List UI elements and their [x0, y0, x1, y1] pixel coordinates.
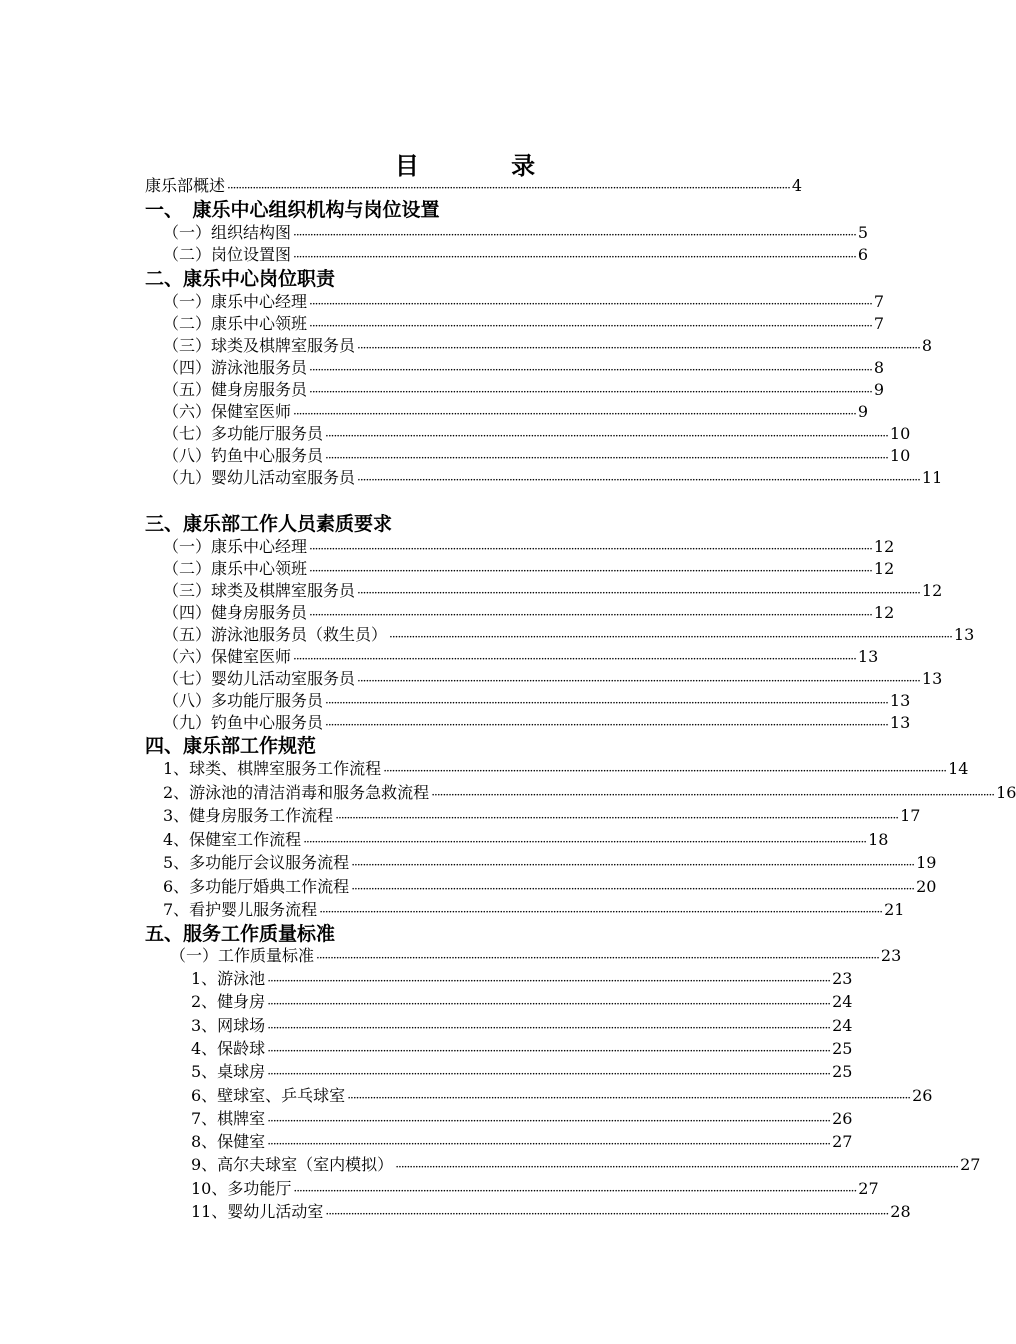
toc-entry-label: （二）岗位设置图	[163, 245, 292, 264]
toc-entry-label: 10、多功能厅	[191, 1178, 292, 1198]
toc-entry[interactable]	[191, 968, 853, 990]
toc-entry-label: （二）康乐中心领班	[163, 559, 308, 578]
dot-leader: ········································································································································································································	[267, 1043, 831, 1058]
toc-entry-page: 6	[857, 245, 869, 264]
toc-entry[interactable]	[163, 445, 911, 467]
dot-leader: ········································································································································································································	[357, 674, 920, 688]
section-heading[interactable]: 四、康乐部工作规范	[145, 735, 317, 757]
toc-entry[interactable]	[163, 357, 885, 379]
toc-entry-page: 9	[857, 402, 869, 421]
toc-entry-label: 7、看护婴儿服务流程	[163, 900, 318, 919]
toc-entry-label: （八）多功能厅服务员	[163, 691, 324, 710]
page-title: 目 录	[394, 151, 578, 180]
dot-leader: ········································································································································································································	[267, 997, 831, 1012]
toc-entry[interactable]	[163, 876, 937, 898]
toc-entry-page: 26	[912, 1085, 933, 1105]
toc-entry-label: （四）游泳池服务员	[163, 358, 308, 377]
dot-leader: ········································································································································································································	[325, 696, 888, 710]
toc-entry-page: 24	[832, 992, 853, 1012]
toc-entry[interactable]	[191, 1131, 853, 1153]
dot-leader: ········································································································································································································	[319, 905, 883, 919]
toc-entry[interactable]	[163, 668, 943, 690]
dot-leader: ········································································································································································································	[293, 1183, 857, 1198]
toc-entry[interactable]	[163, 852, 937, 874]
toc-entry[interactable]	[163, 335, 933, 357]
toc-entry-page: 12	[921, 581, 943, 600]
toc-entry-page: 23	[832, 969, 853, 988]
toc-entry-page: 8	[921, 336, 933, 355]
toc-entry-label: 7、棋牌室	[191, 1108, 266, 1128]
dot-leader: ········································································································································································································	[316, 951, 879, 965]
dot-leader: ········································································································································································································	[267, 1067, 831, 1082]
toc-entry[interactable]	[170, 945, 902, 967]
toc-entry[interactable]	[163, 690, 911, 712]
toc-entry-label: 9、高尔夫球室（室内模拟）	[191, 1155, 394, 1175]
toc-entry[interactable]	[191, 1085, 933, 1107]
toc-entry-page: 13	[921, 669, 943, 688]
dot-leader: ········································································································································································································	[309, 363, 872, 377]
toc-entry[interactable]	[191, 991, 853, 1013]
dot-leader: ········································································································································································································	[351, 881, 915, 896]
toc-entry-page: 8	[873, 358, 885, 377]
toc-entry-label: （九）婴幼儿活动室服务员	[163, 468, 356, 487]
toc-entry[interactable]	[163, 379, 885, 401]
dot-leader: ········································································································································································································	[267, 1113, 831, 1128]
toc-entry-page: 5	[857, 223, 869, 242]
toc-entry-page: 27	[858, 1178, 879, 1198]
toc-entry-label: 11、婴幼儿活动室	[191, 1202, 324, 1221]
toc-entry-page: 19	[916, 853, 937, 872]
toc-entry-label: （一）康乐中心经理	[163, 537, 308, 556]
toc-entry-label: （一）康乐中心经理	[163, 292, 308, 311]
dot-leader: ········································································································································································································	[335, 811, 899, 825]
toc-entry-label: （七）婴幼儿活动室服务员	[163, 669, 356, 688]
dot-leader: ········································································································································································································	[309, 319, 872, 333]
toc-entry[interactable]	[191, 1038, 853, 1060]
toc-entry-page: 25	[832, 1062, 853, 1082]
toc-entry-label: （五）健身房服务员	[163, 380, 308, 399]
toc-entry-page: 24	[832, 1015, 853, 1035]
dot-leader: ········································································································································································································	[309, 564, 872, 578]
toc-entry-label: 2、健身房	[191, 992, 266, 1012]
toc-entry[interactable]	[163, 423, 911, 445]
toc-entry-label: （九）钓鱼中心服务员	[163, 713, 324, 732]
toc-entry-label: 6、壁球室、乒乓球室	[191, 1085, 346, 1105]
dot-leader: ········································································································································································································	[383, 764, 947, 778]
dot-leader: ········································································································································································································	[395, 1160, 959, 1175]
toc-entry-label: （六）保健室医师	[163, 402, 292, 421]
toc-entry[interactable]	[163, 712, 911, 734]
dot-leader: ········································································································································································································	[309, 297, 872, 311]
dot-leader: ········································································································································································································	[351, 858, 915, 872]
toc-entry-label: （一）工作质量标准	[170, 946, 315, 965]
toc-entry[interactable]	[163, 580, 943, 602]
dot-leader: ········································································································································································································	[303, 834, 867, 849]
toc-entry-label: （七）多功能厅服务员	[163, 424, 324, 443]
toc-entry[interactable]	[191, 1201, 911, 1223]
toc-entry-label: 5、多功能厅会议服务流程	[163, 853, 350, 872]
toc-entry[interactable]	[163, 646, 879, 668]
toc-entry[interactable]	[191, 1061, 853, 1083]
toc-entry-page: 10	[889, 424, 911, 443]
section-heading[interactable]: 一、 康乐中心组织机构与岗位设置	[145, 199, 440, 221]
toc-entry-label: 3、网球场	[191, 1015, 266, 1035]
toc-entry-page: 27	[960, 1155, 981, 1175]
toc-entry[interactable]	[163, 558, 895, 580]
toc-entry-page: 26	[832, 1108, 853, 1128]
toc-entry-label: （三）球类及棋牌室服务员	[163, 336, 356, 355]
toc-entry-page: 20	[916, 876, 937, 896]
toc-entry-page: 13	[889, 691, 911, 710]
dot-leader: ········································································································································································································	[389, 630, 952, 644]
toc-entry[interactable]	[163, 401, 869, 423]
toc-entry-label: 3、健身房服务工作流程	[163, 806, 334, 825]
toc-entry-label: 5、桌球房	[191, 1062, 266, 1082]
toc-entry[interactable]	[163, 602, 895, 624]
toc-entry-label: 1、游泳池	[191, 969, 266, 988]
dot-leader: ········································································································································································································	[325, 429, 888, 443]
toc-entry-label: （一）组织结构图	[163, 223, 292, 242]
toc-entry-page: 23	[880, 946, 902, 965]
toc-entry-page: 4	[791, 176, 803, 195]
dot-leader: ········································································································································································································	[309, 542, 872, 556]
dot-leader: ········································································································································································································	[309, 385, 872, 399]
toc-entry-page: 11	[921, 468, 943, 487]
dot-leader: ········································································································································································································	[357, 473, 920, 487]
toc-entry-page: 27	[832, 1132, 853, 1152]
dot-leader: ········································································································································································································	[293, 228, 856, 242]
toc-entry-label: 4、保龄球	[191, 1038, 266, 1058]
toc-entry-page: 10	[889, 446, 911, 465]
dot-leader: ········································································································································································································	[309, 608, 872, 622]
toc-entry-page: 12	[873, 559, 895, 578]
toc-entry-label: 6、多功能厅婚典工作流程	[163, 876, 350, 896]
toc-entry-page: 28	[890, 1202, 911, 1221]
dot-leader: ········································································································································································································	[325, 451, 888, 465]
toc-entry-page: 25	[832, 1038, 853, 1058]
section-heading[interactable]: 五、服务工作质量标准	[145, 923, 336, 945]
dot-leader: ········································································································································································································	[347, 1090, 911, 1105]
dot-leader: ········································································································································································································	[293, 407, 856, 421]
toc-entry[interactable]	[163, 829, 889, 851]
toc-entry[interactable]	[145, 175, 803, 197]
toc-entry[interactable]	[163, 536, 895, 558]
toc-entry[interactable]	[163, 291, 885, 313]
toc-entry[interactable]	[163, 624, 975, 646]
dot-leader: ········································································································································································································	[227, 181, 790, 195]
toc-entry[interactable]	[163, 313, 885, 335]
toc-entry[interactable]	[163, 467, 943, 489]
dot-leader: ········································································································································································································	[431, 787, 995, 802]
toc-entry-label: 8、保健室	[191, 1132, 266, 1152]
toc-entry[interactable]	[191, 1108, 853, 1130]
toc-entry[interactable]	[191, 1015, 853, 1037]
dot-leader: ········································································································································································································	[293, 652, 856, 666]
dot-leader: ········································································································································································································	[357, 586, 920, 600]
toc-entry-page: 13	[889, 713, 911, 732]
toc-entry[interactable]	[163, 244, 869, 266]
toc-entry-label: （四）健身房服务员	[163, 603, 308, 622]
toc-entry-page: 17	[900, 806, 921, 825]
toc-entry-page: 21	[884, 900, 905, 919]
dot-leader: ········································································································································································································	[293, 250, 856, 264]
section-heading[interactable]: 三、康乐部工作人员素质要求	[145, 513, 393, 535]
dot-leader: ········································································································································································································	[267, 974, 831, 988]
toc-entry-page: 16	[996, 782, 1016, 802]
toc-entry[interactable]	[191, 1178, 879, 1200]
toc-entry-label: 1、球类、棋牌室服务工作流程	[163, 759, 382, 778]
dot-leader: ········································································································································································································	[325, 1207, 889, 1221]
toc-entry-page: 7	[873, 292, 885, 311]
toc-entry-page: 7	[873, 314, 885, 333]
toc-entry[interactable]	[163, 758, 969, 780]
toc-entry[interactable]	[163, 222, 869, 244]
toc-entry-label: 4、保健室工作流程	[163, 829, 302, 849]
toc-entry-label: （三）球类及棋牌室服务员	[163, 581, 356, 600]
toc-entry-label: （五）游泳池服务员（救生员）	[163, 625, 388, 644]
toc-entry-page: 12	[873, 537, 895, 556]
toc-entry-label: （六）保健室医师	[163, 647, 292, 666]
dot-leader: ········································································································································································································	[357, 341, 920, 355]
toc-entry-page: 14	[948, 759, 969, 778]
toc-entry[interactable]	[163, 782, 1016, 804]
toc-entry[interactable]	[163, 899, 905, 921]
dot-leader: ········································································································································································································	[267, 1020, 831, 1035]
toc-entry-page: 9	[873, 380, 885, 399]
toc-entry[interactable]	[191, 1154, 981, 1176]
toc-entry-page: 13	[857, 647, 879, 666]
toc-entry-label: 2、游泳池的清洁消毒和服务急救流程	[163, 782, 430, 802]
toc-entry-label: （八）钓鱼中心服务员	[163, 446, 324, 465]
toc-entry-page: 18	[868, 829, 889, 849]
toc-entry[interactable]	[163, 805, 921, 827]
dot-leader: ········································································································································································································	[267, 1137, 831, 1152]
toc-entry-label: （二）康乐中心领班	[163, 314, 308, 333]
toc-entry-label: 康乐部概述	[145, 176, 226, 195]
section-heading[interactable]: 二、康乐中心岗位职责	[145, 268, 336, 290]
toc-entry-page: 12	[873, 603, 895, 622]
dot-leader: ········································································································································································································	[325, 718, 888, 732]
toc-entry-page: 13	[953, 625, 975, 644]
